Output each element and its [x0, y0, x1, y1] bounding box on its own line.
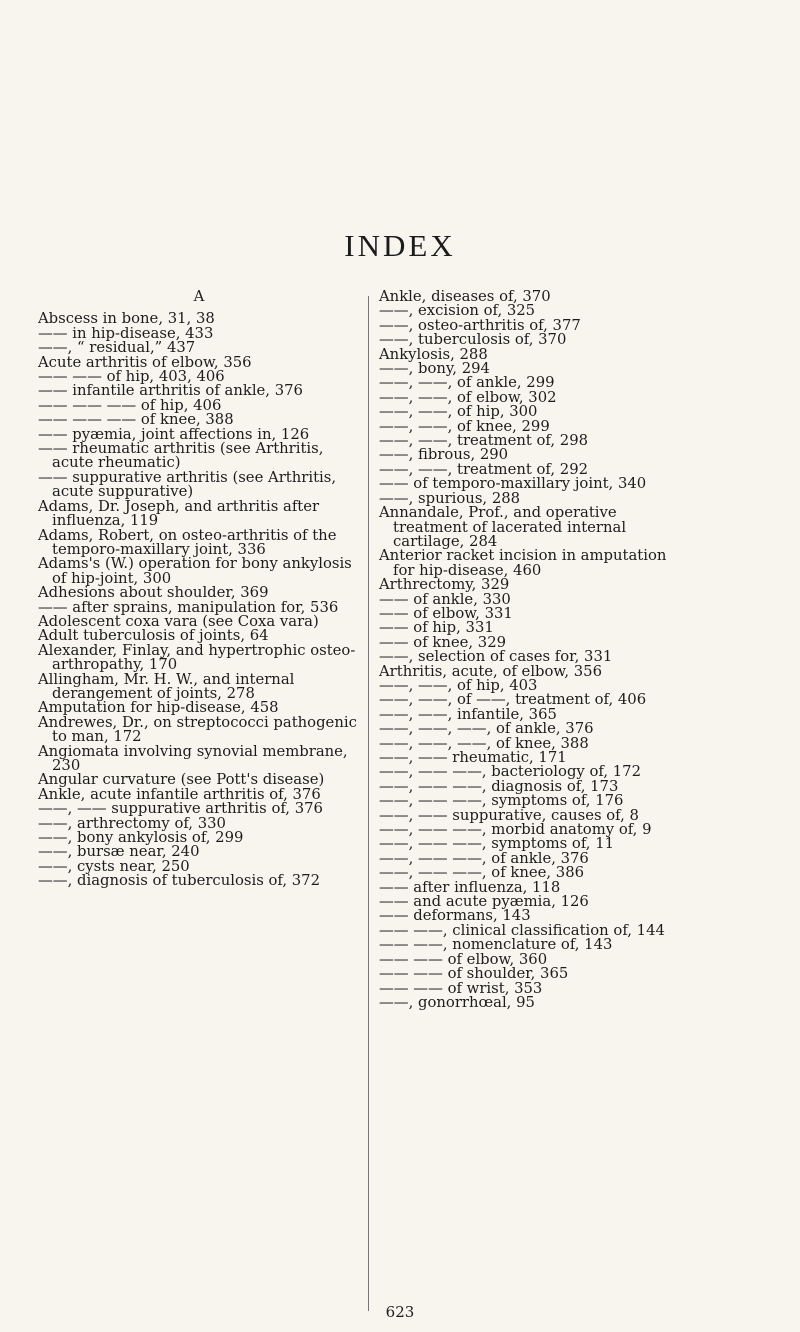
index-entry: ——, —— ——, symptoms of, 176: [379, 792, 624, 810]
index-entry: Arthritis, acute, of elbow, 356: [379, 662, 602, 680]
index-entry: —— —— —— of knee, 388: [38, 411, 234, 429]
index-entry: —— infantile arthritis of ankle, 376: [38, 382, 303, 400]
right-entries: [379, 290, 691, 1010]
index-entry: Angiomata involving synovial membrane, 230: [38, 742, 348, 774]
index-entry: —— —— of wrist, 353: [379, 979, 543, 997]
index-entry: ——, excision of, 325: [379, 302, 536, 320]
index-entry: ——, —— suppurative, causes of, 8: [379, 806, 639, 824]
section-letter: A: [193, 288, 205, 305]
index-entry: Allingham, Mr. H. W., and internal derangement of joints, 278: [38, 670, 295, 702]
index-entry: —— —— of hip, 403, 406: [38, 368, 225, 386]
index-entry: Amputation for hip-disease, 458: [38, 699, 279, 717]
left-entries: [38, 312, 360, 888]
index-entry: —— of knee, 329: [379, 633, 507, 651]
index-entry: —— —— —— of hip, 406: [38, 396, 222, 414]
index-entry: ——, fibrous, 290: [379, 446, 509, 464]
index-entry: ——, ——, ——, of knee, 388: [379, 734, 589, 752]
index-entry: Acute arthritis of elbow, 356: [38, 353, 252, 371]
index-entry: Arthrectomy, 329: [379, 576, 510, 594]
index-column-right: [379, 290, 691, 1010]
index-entry: Adolescent coxa vara (see Coxa vara): [38, 612, 319, 630]
index-entry: —— —— of elbow, 360: [379, 950, 548, 968]
index-entry: Alexander, Finlay, and hypertrophic osteo-arthropathy, 170: [38, 641, 356, 674]
index-entry: Angular curvature (see Pott's disease): [38, 771, 325, 789]
index-entry: —— after sprains, manipulation for, 536: [38, 598, 339, 616]
index-entry: —— deformans, 143: [379, 907, 531, 925]
index-entry: ——, ——, of ankle, 299: [379, 374, 555, 392]
index-entry: ——, —— ——, of ankle, 376: [379, 849, 589, 867]
index-entry: ——, arthrectomy of, 330: [38, 814, 226, 832]
index-entry: ——, bony, 294: [379, 360, 490, 378]
index-entry: ——, ——, ——, of ankle, 376: [379, 720, 594, 738]
column-divider: [368, 296, 369, 1311]
index-entry: ——, —— rheumatic, 171: [379, 749, 567, 766]
index-entry: —— —— of shoulder, 365: [379, 965, 569, 983]
index-entry: ——, cysts near, 250: [38, 857, 190, 875]
index-entry: ——, tuberculosis of, 370: [379, 331, 567, 349]
index-entry: —— of ankle, 330: [379, 590, 511, 608]
index-entry: ——, bursæ near, 240: [38, 843, 200, 861]
index-entry: Abscess in bone, 31, 38: [38, 310, 215, 328]
index-entry: —— and acute pyæmia, 126: [379, 893, 589, 911]
index-entry: ——, ——, treatment of, 292: [379, 460, 589, 478]
index-entry: ——, ——, of hip, 300: [379, 403, 538, 421]
index-entry: ——, —— suppurative arthritis of, 376: [38, 800, 323, 818]
index-entry: ——, ——, of elbow, 302: [379, 388, 557, 406]
index-entry: —— rheumatic arthritis (see Arthritis, acute rheumatic): [38, 440, 324, 472]
index-entry: ——, ——, of hip, 403: [379, 676, 538, 694]
index-entry: ——, bony ankylosis of, 299: [38, 829, 244, 847]
index-entry: —— in hip-disease, 433: [38, 324, 214, 342]
index-entry: —— ——, nomenclature of, 143: [379, 936, 613, 954]
index-entry: —— after influenza, 118: [379, 878, 561, 896]
index-entry: Adams's (W.) operation for bony ankylosis of hip-joint, 300: [38, 555, 352, 587]
index-entry: —— suppurative arthritis (see Arthritis, acute suppurative): [38, 468, 337, 501]
index-entry: ——, —— ——, of knee, 386: [379, 864, 585, 882]
index-entry: Ankle, acute infantile arthritis of, 376: [38, 785, 321, 803]
index-entry: Adams, Robert, on osteo-arthritis of the temporo-maxillary joint, 336: [38, 526, 337, 558]
index-entry: ——, gonorrhœal, 95: [379, 993, 535, 1011]
index-entry: ——, ——, infantile, 365: [379, 705, 557, 723]
index-entry: Annandale, Prof., and operative treatment of lacerated internal cartilage, 284: [379, 504, 627, 550]
index-entry: Adult tuberculosis of joints, 64: [38, 627, 269, 645]
index-entry: Andrewes, Dr., on streptococci pathogenic to man, 172: [38, 713, 357, 746]
index-entry: Ankylosis, 288: [379, 345, 488, 363]
index-entry: —— of temporo-maxillary joint, 340: [379, 475, 647, 493]
index-entry: —— of elbow, 331: [379, 604, 513, 622]
index-entry: ——, spurious, 288: [379, 489, 521, 507]
index-entry: Ankle, diseases of, 370: [379, 288, 551, 305]
index-entry: —— ——, clinical classification of, 144: [379, 921, 665, 939]
index-entry: Adhesions about shoulder, 369: [38, 584, 269, 602]
index-entry: ——, ——, of ——, treatment of, 406: [379, 691, 647, 709]
page-title: INDEX: [344, 228, 456, 263]
index-entry: —— pyæmia, joint affections in, 126: [38, 425, 310, 443]
index-entry: ——, —— ——, bacteriology of, 172: [379, 763, 641, 781]
index-entry: ——, selection of cases for, 331: [379, 648, 613, 666]
index-entry: ——, ——, of knee, 299: [379, 417, 550, 435]
index-entry: ——, diagnosis of tuberculosis of, 372: [38, 872, 321, 890]
index-entry: ——, ——, treatment of, 298: [379, 432, 589, 450]
index-entry: ——, osteo-arthritis of, 377: [379, 316, 581, 334]
index-entry: —— of hip, 331: [379, 619, 494, 637]
index-entry: Adams, Dr. Joseph, and arthritis after influenza, 119: [38, 497, 320, 530]
index-entry: Anterior racket incision in amputation for hip-disease, 460: [379, 547, 667, 579]
index-entry: ——, “ residual,” 437: [38, 339, 196, 357]
index-entry: ——, —— ——, morbid anatomy of, 9: [379, 821, 652, 839]
index-column-left: [38, 290, 360, 889]
index-entry: ——, —— ——, diagnosis of, 173: [379, 777, 619, 795]
index-entry: ——, —— ——, symptoms of, 11: [379, 835, 615, 853]
page-number: 623: [385, 1303, 415, 1321]
